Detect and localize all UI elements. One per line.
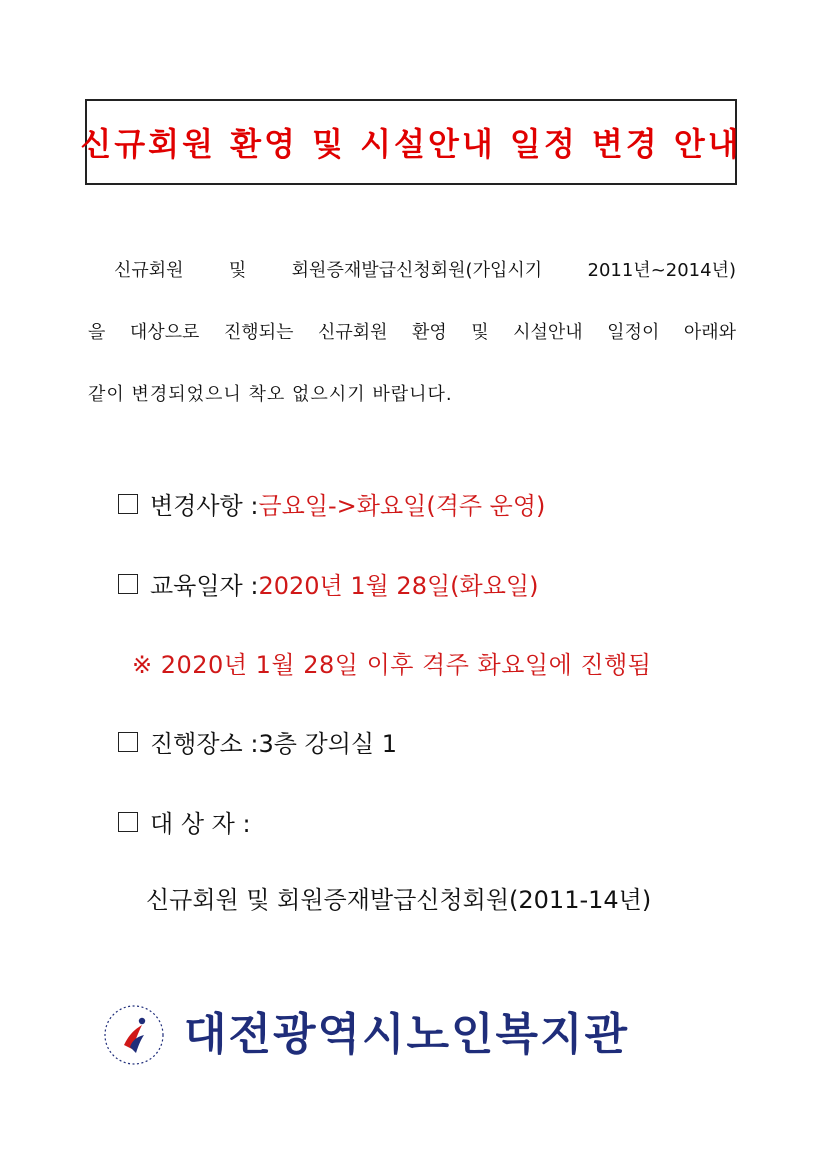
checkbox-icon bbox=[118, 812, 138, 832]
intro-line-1: 신규회원 및 회원증재발급신청회원(가입시기 2011년~2014년) bbox=[114, 260, 736, 281]
item-change bbox=[118, 486, 545, 521]
checkbox-icon bbox=[118, 732, 138, 752]
page-title: 신규회원 환영 및 시설안내 일정 변경 안내 bbox=[80, 125, 742, 163]
item-change-label: 변경사항 : bbox=[150, 492, 259, 520]
item-target bbox=[118, 804, 251, 839]
item-target-label: 대 상 자 : bbox=[150, 810, 251, 838]
item-date-value: 2020년 1월 28일(화요일) bbox=[258, 572, 539, 600]
item-place bbox=[118, 724, 397, 759]
schedule-note: ※ 2020년 1월 28일 이후 격주 화요일에 진행됨 bbox=[132, 651, 652, 679]
organization-logo-icon bbox=[102, 1003, 166, 1067]
checkbox-icon bbox=[118, 574, 138, 594]
intro-line-2: 을 대상으로 진행되는 신규회원 환영 및 시설안내 일정이 아래와 bbox=[88, 322, 736, 343]
checkbox-icon bbox=[118, 494, 138, 514]
item-target-value: 신규회원 및 회원증재발급신청회원(2011-14년) bbox=[146, 886, 652, 914]
item-place-value: 3층 강의실 1 bbox=[258, 730, 397, 758]
item-change-value: 금요일->화요일(격주 운영) bbox=[258, 492, 546, 520]
intro-line-3: 같이 변경되었으니 착오 없으시기 바랍니다. bbox=[88, 384, 453, 405]
organization-name: 대전광역시노인복지관 bbox=[184, 1009, 630, 1060]
item-place-label: 진행장소 : bbox=[150, 730, 259, 758]
title-box bbox=[80, 99, 742, 185]
item-date bbox=[118, 566, 538, 601]
intro-paragraph bbox=[88, 240, 736, 426]
item-date-label: 교육일자 : bbox=[150, 572, 259, 600]
